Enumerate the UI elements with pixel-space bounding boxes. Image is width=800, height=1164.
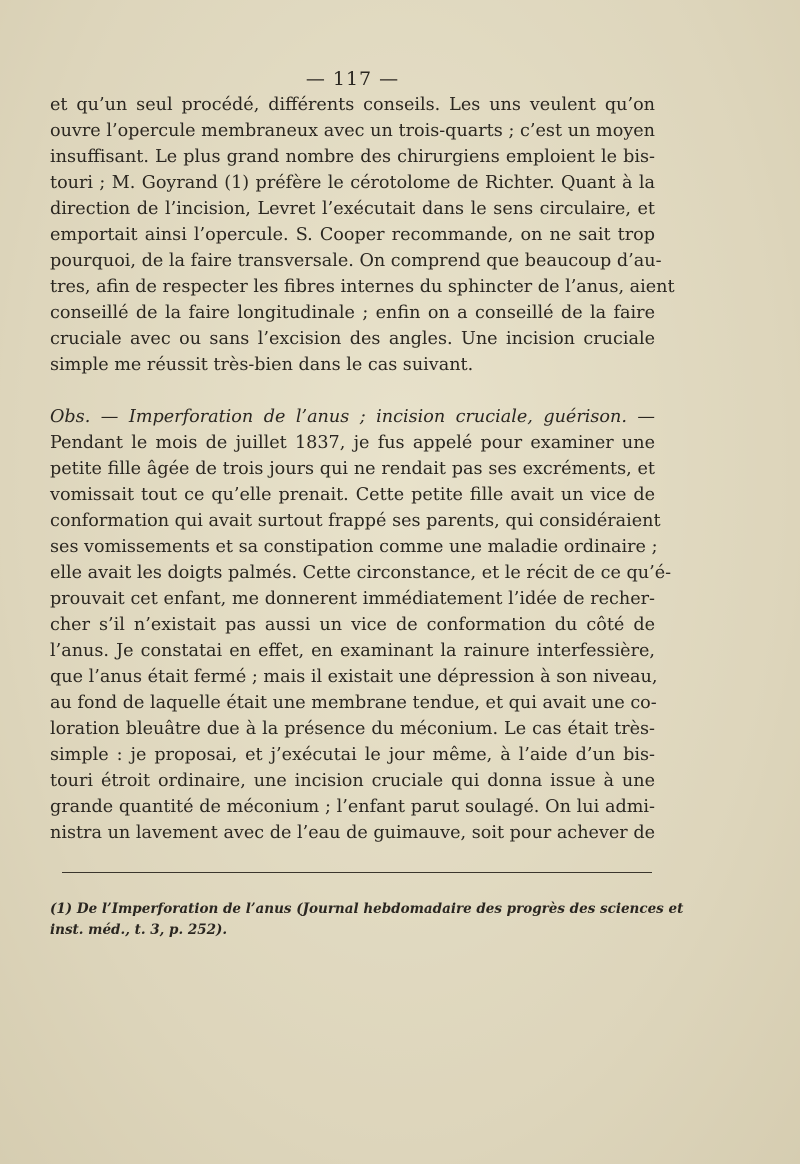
text-line: au fond de laquelle était une membrane tendue, et qui avait une co- — [50, 693, 657, 713]
text-line: l’anus. Je constatai en effet, en examinant la rainure interfessière, — [50, 641, 655, 661]
text-line: vomissait tout ce qu’elle prenait. Cette petite fille avait un vice de — [50, 485, 655, 505]
book-page — [50, 68, 684, 941]
text-line: et qu’un seul procédé, différents conseils. Les uns veulent qu’on — [50, 95, 655, 115]
text-line: ses vomissements et sa constipation comme une maladie ordinaire ; — [50, 537, 658, 557]
footnote-line: (1) De l’Imperforation de l’anus (Journal hebdomadaire des progrès des sciences et — [50, 901, 684, 917]
text-line: conformation qui avait surtout frappé ses parents, qui considéraient — [50, 511, 661, 531]
observation-heading-line: Obs. — Imperforation de l’anus ; incision cruciale, guérison. — — [50, 407, 655, 427]
text-line: grande quantité de méconium ; l’enfant parut soulagé. On lui admi- — [50, 797, 655, 817]
text-line: ouvre l’opercule membraneux avec un trois-quarts ; c’est un moyen — [50, 121, 655, 141]
text-line: emportait ainsi l’opercule. S. Cooper recommande, on ne sait trop — [50, 225, 655, 245]
text-line: prouvait cet enfant, me donnerent immédiatement l’idée de recher- — [50, 589, 655, 609]
text-line: loration bleuâtre due à la présence du méconium. Le cas était très- — [50, 719, 655, 739]
text-line: que l’anus était fermé ; mais il existait une dépression à son niveau, — [50, 667, 658, 687]
paragraph-intro — [50, 92, 675, 378]
text-line: cher s’il n’existait pas aussi un vice de conformation du côté de — [50, 615, 655, 635]
text-line: conseillé de la faire longitudinale ; enfin on a conseillé de la faire — [50, 303, 655, 323]
text-line: tres, afin de respecter les fibres internes du sphincter de l’anus, aient — [50, 277, 675, 297]
text-line: elle avait les doigts palmés. Cette circonstance, et le récit de ce qu’é- — [50, 563, 672, 583]
text-line: insuffisant. Le plus grand nombre des chirurgiens emploient le bis- — [50, 147, 655, 167]
text-line: direction de l’incision, Levret l’exécutait dans le sens circulaire, et — [50, 199, 655, 219]
page-number-header: — 117 — — [305, 68, 400, 90]
footnote-line: inst. méd., t. 3, p. 252). — [50, 922, 228, 938]
footnote-rule — [62, 872, 652, 873]
text-line: pourquoi, de la faire transversale. On comprend que beaucoup d’au- — [50, 251, 662, 271]
paragraph-observation — [50, 404, 672, 846]
text-line: petite fille âgée de trois jours qui ne rendait pas ses excréments, et — [50, 459, 655, 479]
text-line: simple me réussit très-bien dans le cas suivant. — [50, 355, 474, 375]
text-line: touri ; M. Goyrand (1) préfère le cérotolome de Richter. Quant à la — [50, 173, 655, 193]
text-line: touri étroit ordinaire, une incision cruciale qui donna issue à une — [50, 771, 655, 791]
text-line: nistra un lavement avec de l’eau de guimauve, soit pour achever de — [50, 823, 655, 843]
text-line: cruciale avec ou sans l’excision des angles. Une incision cruciale — [50, 329, 655, 349]
text-line: simple : je proposai, et j’exécutai le jour même, à l’aide d’un bis- — [50, 745, 655, 765]
paragraph-gap — [50, 378, 655, 404]
footnote — [50, 899, 684, 941]
text-line: Pendant le mois de juillet 1837, je fus appelé pour examiner une — [50, 433, 655, 453]
